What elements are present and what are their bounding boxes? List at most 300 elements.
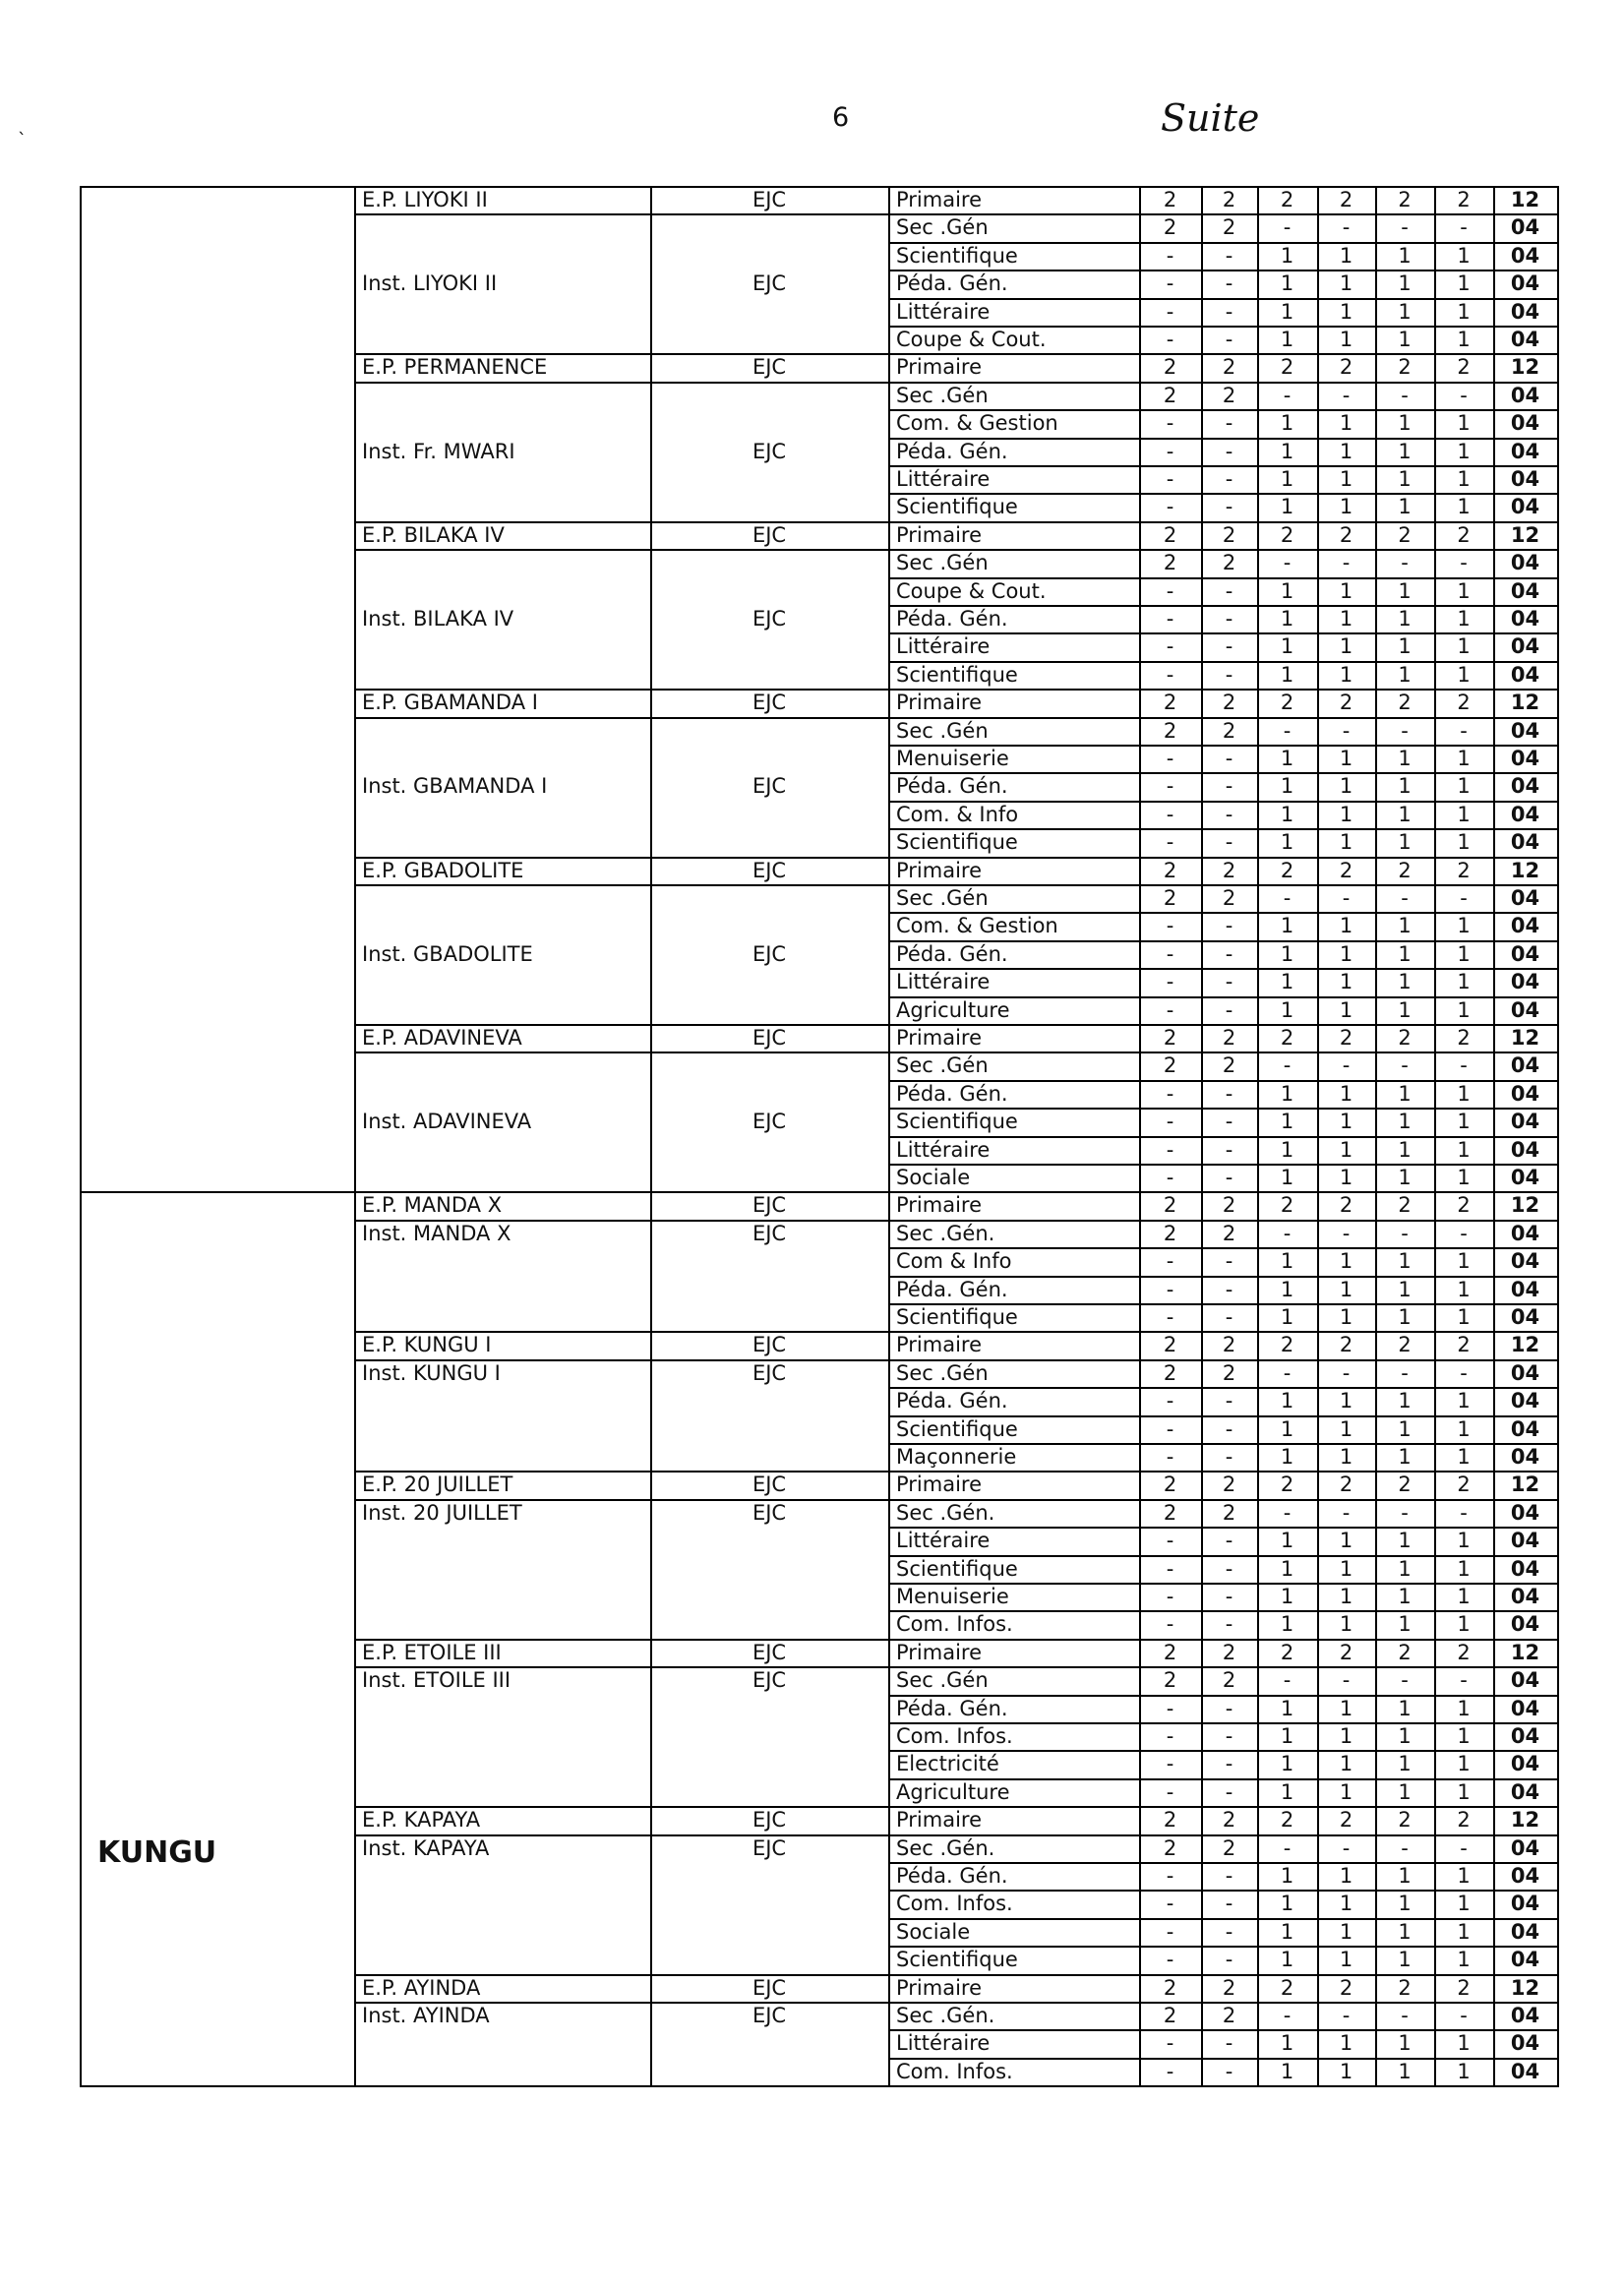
value-cell: 2	[1222, 1193, 1236, 1218]
value-cell: -	[1166, 243, 1174, 268]
value-cell: 1	[1398, 830, 1412, 855]
section-name: Primaire	[896, 858, 983, 882]
v-rule	[1317, 186, 1319, 2087]
section-name: Péda. Gén.	[896, 271, 1008, 296]
value-cell: 2	[1457, 1473, 1471, 1497]
value-cell: 1	[1280, 1752, 1294, 1776]
total-cell: 12	[1510, 522, 1540, 547]
value-cell: 2	[1222, 886, 1236, 910]
value-cell: -	[1166, 1752, 1174, 1776]
total-cell: 04	[1510, 997, 1540, 1022]
value-cell: 1	[1339, 1585, 1353, 1608]
value-cell: -	[1166, 1919, 1174, 1944]
total-cell: 04	[1510, 1696, 1540, 1720]
value-cell: 1	[1339, 914, 1353, 938]
section-name: Littéraire	[896, 1137, 991, 1162]
value-cell: -	[1166, 1696, 1174, 1720]
value-cell: 2	[1339, 188, 1353, 211]
value-cell: -	[1166, 914, 1174, 938]
total-cell: 04	[1510, 830, 1540, 855]
value-cell: 2	[1222, 718, 1236, 743]
value-cell: 2	[1339, 522, 1353, 547]
total-cell: 04	[1510, 271, 1540, 296]
value-cell: 2	[1280, 1808, 1294, 1833]
value-cell: -	[1460, 215, 1468, 240]
value-cell: 1	[1398, 747, 1412, 770]
value-cell: 2	[1398, 188, 1412, 211]
value-cell: 2	[1222, 1500, 1236, 1525]
total-cell: 12	[1510, 858, 1540, 882]
value-cell: -	[1225, 1249, 1233, 1274]
inst-regime: EJC	[752, 941, 787, 966]
value-cell: 1	[1339, 1696, 1353, 1720]
value-cell: 1	[1339, 467, 1353, 491]
value-cell: 2	[1398, 858, 1412, 882]
value-cell: 1	[1339, 747, 1353, 770]
value-cell: 2	[1339, 1026, 1353, 1050]
total-cell: 12	[1510, 1026, 1540, 1050]
v-rule	[80, 186, 82, 2087]
value-cell: 2	[1163, 1835, 1177, 1860]
ep-school-name: E.P. GBADOLITE	[362, 858, 524, 882]
value-cell: -	[1225, 941, 1233, 966]
value-cell: -	[1166, 299, 1174, 324]
section-name: Scientifique	[896, 243, 1018, 268]
value-cell: 1	[1280, 662, 1294, 687]
value-cell: 1	[1398, 1166, 1412, 1189]
value-cell: 2	[1222, 522, 1236, 547]
total-cell: 04	[1510, 551, 1540, 575]
value-cell: -	[1342, 718, 1351, 743]
value-cell: 1	[1339, 1892, 1353, 1916]
ep-school-name: E.P. ETOILE III	[362, 1640, 502, 1664]
value-cell: 1	[1457, 1277, 1471, 1301]
value-cell: -	[1225, 1724, 1233, 1748]
inst-regime: EJC	[752, 1110, 787, 1134]
section-name: Scientifique	[896, 1416, 1018, 1441]
value-cell: -	[1225, 467, 1233, 491]
total-cell: 04	[1510, 2031, 1540, 2056]
value-cell: -	[1225, 1137, 1233, 1162]
total-cell: 04	[1510, 578, 1540, 603]
value-cell: -	[1225, 1556, 1233, 1581]
value-cell: 1	[1457, 997, 1471, 1022]
value-cell: -	[1401, 551, 1409, 575]
total-cell: 04	[1510, 1948, 1540, 1972]
section-name: Littéraire	[896, 2031, 991, 2056]
value-cell: 1	[1398, 1081, 1412, 1106]
value-cell: 2	[1163, 383, 1177, 407]
value-cell: 1	[1457, 1305, 1471, 1329]
total-cell: 04	[1510, 1724, 1540, 1748]
value-cell: -	[1225, 299, 1233, 324]
total-cell: 04	[1510, 941, 1540, 966]
value-cell: 1	[1457, 914, 1471, 938]
value-cell: -	[1166, 2031, 1174, 2056]
value-cell: -	[1460, 1500, 1468, 1525]
value-cell: 2	[1163, 1500, 1177, 1525]
total-cell: 04	[1510, 1668, 1540, 1693]
value-cell: -	[1166, 467, 1174, 491]
total-cell: 04	[1510, 802, 1540, 826]
value-cell: 1	[1280, 1892, 1294, 1916]
value-cell: -	[1225, 802, 1233, 826]
section-name: Coupe & Cout.	[896, 328, 1047, 351]
inst-regime: EJC	[752, 1668, 787, 1693]
total-cell: 04	[1510, 1277, 1540, 1301]
total-cell: 12	[1510, 1975, 1540, 2000]
value-cell: 1	[1457, 1249, 1471, 1274]
value-cell: 2	[1398, 355, 1412, 380]
value-cell: 2	[1339, 1333, 1353, 1357]
total-cell: 12	[1510, 1640, 1540, 1664]
value-cell: 1	[1280, 1696, 1294, 1720]
value-cell: -	[1166, 997, 1174, 1022]
value-cell: -	[1283, 383, 1292, 407]
section-name: Primaire	[896, 1640, 983, 1664]
section-name: Com. Infos.	[896, 1892, 1013, 1916]
value-cell: 2	[1398, 1193, 1412, 1218]
value-cell: -	[1225, 1110, 1233, 1134]
inst-school-name: Inst. LIYOKI II	[362, 271, 498, 296]
section-name: Péda. Gén.	[896, 1081, 1008, 1106]
section-name: Scientifique	[896, 1110, 1018, 1134]
value-cell: 1	[1457, 1892, 1471, 1916]
v-rule	[1493, 186, 1495, 2087]
value-cell: -	[1166, 607, 1174, 631]
section-name: Agriculture	[896, 1779, 1010, 1804]
ep-regime: EJC	[752, 188, 787, 211]
value-cell: 2	[1280, 522, 1294, 547]
ep-regime: EJC	[752, 1975, 787, 2000]
value-cell: 1	[1339, 634, 1353, 659]
value-cell: 2	[1398, 1026, 1412, 1050]
value-cell: 2	[1222, 691, 1236, 715]
value-cell: -	[1283, 1835, 1292, 1860]
total-cell: 04	[1510, 1585, 1540, 1608]
value-cell: 1	[1457, 439, 1471, 463]
inst-school-name: Inst. BILAKA IV	[362, 607, 514, 631]
value-cell: 1	[1398, 1529, 1412, 1553]
value-cell: -	[1166, 1948, 1174, 1972]
value-cell: -	[1225, 578, 1233, 603]
total-cell: 04	[1510, 328, 1540, 351]
section-name: Com. & Info	[896, 802, 1019, 826]
value-cell: -	[1401, 718, 1409, 743]
value-cell: 1	[1457, 634, 1471, 659]
value-cell: -	[1225, 439, 1233, 463]
total-cell: 04	[1510, 718, 1540, 743]
value-cell: 1	[1339, 271, 1353, 296]
value-cell: 2	[1280, 1640, 1294, 1664]
value-cell: 1	[1398, 970, 1412, 994]
value-cell: -	[1166, 1529, 1174, 1553]
value-cell: -	[1225, 1277, 1233, 1301]
value-cell: 1	[1339, 662, 1353, 687]
value-cell: 2	[1163, 1640, 1177, 1664]
value-cell: 2	[1339, 858, 1353, 882]
value-cell: -	[1342, 2004, 1351, 2027]
value-cell: -	[1166, 1779, 1174, 1804]
section-name: Sociale	[896, 1919, 971, 1944]
section-name: Sec .Gén	[896, 1053, 989, 1078]
section-name: Littéraire	[896, 634, 991, 659]
value-cell: 1	[1398, 1779, 1412, 1804]
value-cell: 1	[1457, 411, 1471, 436]
inst-school-name: Inst. 20 JUILLET	[362, 1500, 522, 1525]
value-cell: 1	[1398, 299, 1412, 324]
value-cell: 2	[1222, 215, 1236, 240]
section-name: Péda. Gén.	[896, 941, 1008, 966]
total-cell: 12	[1510, 355, 1540, 380]
value-cell: -	[1460, 383, 1468, 407]
section-name: Com. Infos.	[896, 1724, 1013, 1748]
value-cell: 2	[1163, 355, 1177, 380]
ep-regime: EJC	[752, 858, 787, 882]
value-cell: 1	[1398, 1416, 1412, 1441]
value-cell: 1	[1457, 1137, 1471, 1162]
value-cell: 1	[1280, 747, 1294, 770]
value-cell: -	[1166, 1249, 1174, 1274]
value-cell: 1	[1398, 1389, 1412, 1413]
value-cell: 1	[1457, 328, 1471, 351]
value-cell: 1	[1457, 607, 1471, 631]
value-cell: 1	[1280, 941, 1294, 966]
value-cell: -	[1283, 886, 1292, 910]
value-cell: 1	[1457, 1110, 1471, 1134]
v-rule	[1557, 186, 1559, 2087]
value-cell: -	[1225, 747, 1233, 770]
value-cell: 2	[1163, 1193, 1177, 1218]
h-rule	[80, 1191, 354, 1193]
value-cell: 1	[1339, 1779, 1353, 1804]
value-cell: 1	[1339, 2059, 1353, 2083]
value-cell: 1	[1339, 1137, 1353, 1162]
value-cell: 1	[1457, 941, 1471, 966]
value-cell: 1	[1280, 1585, 1294, 1608]
value-cell: 1	[1457, 1529, 1471, 1553]
value-cell: 1	[1398, 1556, 1412, 1581]
value-cell: -	[1166, 2059, 1174, 2083]
value-cell: 2	[1457, 1640, 1471, 1664]
value-cell: 1	[1339, 607, 1353, 631]
value-cell: 2	[1163, 718, 1177, 743]
value-cell: -	[1166, 830, 1174, 855]
total-cell: 04	[1510, 1416, 1540, 1441]
section-name: Menuiserie	[896, 1585, 1009, 1608]
v-rule	[1375, 186, 1377, 2087]
value-cell: -	[1401, 1360, 1409, 1385]
value-cell: 1	[1339, 1529, 1353, 1553]
value-cell: -	[1166, 1724, 1174, 1748]
section-name: Com. & Gestion	[896, 914, 1058, 938]
value-cell: 1	[1398, 1948, 1412, 1972]
value-cell: -	[1225, 774, 1233, 799]
value-cell: 2	[1163, 1053, 1177, 1078]
section-name: Primaire	[896, 691, 983, 715]
total-cell: 04	[1510, 243, 1540, 268]
total-cell: 04	[1510, 2004, 1540, 2027]
section-name: Sec .Gén	[896, 551, 989, 575]
continuation-label: Suite	[1161, 96, 1260, 140]
value-cell: 1	[1457, 1696, 1471, 1720]
value-cell: -	[1225, 1864, 1233, 1888]
value-cell: 1	[1457, 830, 1471, 855]
inst-school-name: Inst. ETOILE III	[362, 1668, 511, 1693]
value-cell: 1	[1457, 970, 1471, 994]
ep-regime: EJC	[752, 691, 787, 715]
value-cell: -	[1225, 1305, 1233, 1329]
value-cell: 2	[1163, 1473, 1177, 1497]
value-cell: -	[1401, 1835, 1409, 1860]
value-cell: -	[1166, 1416, 1174, 1441]
value-cell: 2	[1163, 858, 1177, 882]
value-cell: -	[1225, 2031, 1233, 2056]
value-cell: -	[1283, 1053, 1292, 1078]
section-name: Scientifique	[896, 495, 1018, 519]
value-cell: 2	[1163, 215, 1177, 240]
total-cell: 04	[1510, 1305, 1540, 1329]
section-name: Primaire	[896, 1026, 983, 1050]
value-cell: 2	[1280, 188, 1294, 211]
value-cell: 2	[1222, 1053, 1236, 1078]
section-name: Scientifique	[896, 1948, 1018, 1972]
section-name: Péda. Gén.	[896, 439, 1008, 463]
value-cell: 2	[1457, 355, 1471, 380]
total-cell: 04	[1510, 1892, 1540, 1916]
value-cell: -	[1166, 1612, 1174, 1637]
value-cell: 1	[1398, 495, 1412, 519]
value-cell: -	[1166, 1081, 1174, 1106]
value-cell: 2	[1398, 1975, 1412, 2000]
value-cell: 1	[1398, 774, 1412, 799]
value-cell: 2	[1222, 1333, 1236, 1357]
value-cell: -	[1283, 2004, 1292, 2027]
value-cell: 2	[1222, 188, 1236, 211]
value-cell: 2	[1457, 691, 1471, 715]
value-cell: -	[1225, 328, 1233, 351]
ep-school-name: E.P. KUNGU I	[362, 1333, 492, 1357]
value-cell: 2	[1163, 188, 1177, 211]
ep-regime: EJC	[752, 522, 787, 547]
value-cell: 1	[1339, 1277, 1353, 1301]
ep-school-name: E.P. 20 JUILLET	[362, 1473, 513, 1497]
value-cell: -	[1166, 1277, 1174, 1301]
value-cell: 2	[1222, 355, 1236, 380]
value-cell: 1	[1398, 941, 1412, 966]
total-cell: 04	[1510, 662, 1540, 687]
section-name: Sec .Gén.	[896, 1221, 995, 1245]
section-name: Péda. Gén.	[896, 1277, 1008, 1301]
value-cell: 2	[1457, 1975, 1471, 2000]
value-cell: 1	[1398, 662, 1412, 687]
value-cell: 1	[1398, 243, 1412, 268]
value-cell: 1	[1398, 802, 1412, 826]
total-cell: 12	[1510, 1808, 1540, 1833]
section-name: Maçonnerie	[896, 1445, 1017, 1469]
value-cell: -	[1460, 1668, 1468, 1693]
value-cell: 2	[1457, 1193, 1471, 1218]
value-cell: 2	[1339, 1193, 1353, 1218]
value-cell: 2	[1280, 1333, 1294, 1357]
value-cell: 1	[1339, 1249, 1353, 1274]
value-cell: -	[1166, 1892, 1174, 1916]
value-cell: 1	[1280, 1110, 1294, 1134]
value-cell: -	[1225, 634, 1233, 659]
value-cell: 1	[1280, 774, 1294, 799]
inst-school-name: Inst. GBAMANDA I	[362, 774, 548, 799]
value-cell: -	[1225, 914, 1233, 938]
value-cell: 1	[1280, 1779, 1294, 1804]
value-cell: 2	[1398, 1473, 1412, 1497]
value-cell: -	[1342, 1053, 1351, 1078]
value-cell: 1	[1398, 467, 1412, 491]
value-cell: 2	[1457, 522, 1471, 547]
value-cell: -	[1166, 747, 1174, 770]
inst-school-name: Inst. ADAVINEVA	[362, 1110, 532, 1134]
inst-regime: EJC	[752, 439, 787, 463]
section-name: Com. & Gestion	[896, 411, 1058, 436]
total-cell: 04	[1510, 774, 1540, 799]
value-cell: 1	[1339, 299, 1353, 324]
ep-school-name: E.P. AYINDA	[362, 1975, 481, 2000]
value-cell: -	[1225, 1529, 1233, 1553]
value-cell: 1	[1398, 1445, 1412, 1469]
value-cell: 1	[1398, 607, 1412, 631]
total-cell: 12	[1510, 188, 1540, 211]
value-cell: 1	[1280, 997, 1294, 1022]
value-cell: 1	[1339, 1081, 1353, 1106]
value-cell: -	[1342, 1500, 1351, 1525]
value-cell: 2	[1222, 383, 1236, 407]
value-cell: 1	[1339, 1416, 1353, 1441]
value-cell: 1	[1280, 1948, 1294, 1972]
value-cell: 2	[1398, 1333, 1412, 1357]
value-cell: 1	[1457, 495, 1471, 519]
value-cell: 2	[1457, 1808, 1471, 1833]
total-cell: 04	[1510, 747, 1540, 770]
total-cell: 04	[1510, 1835, 1540, 1860]
total-cell: 04	[1510, 1221, 1540, 1245]
ep-school-name: E.P. BILAKA IV	[362, 522, 505, 547]
section-name: Coupe & Cout.	[896, 578, 1047, 603]
section-name: Sec .Gén	[896, 1360, 989, 1385]
value-cell: -	[1342, 215, 1351, 240]
total-cell: 04	[1510, 1752, 1540, 1776]
value-cell: 1	[1457, 2031, 1471, 2056]
value-cell: 2	[1163, 1808, 1177, 1833]
section-name: Péda. Gén.	[896, 1864, 1008, 1888]
value-cell: 1	[1280, 411, 1294, 436]
value-cell: 2	[1163, 2004, 1177, 2027]
inst-regime: EJC	[752, 1500, 787, 1525]
section-name: Primaire	[896, 188, 983, 211]
value-cell: 1	[1457, 1612, 1471, 1637]
value-cell: -	[1166, 328, 1174, 351]
value-cell: -	[1166, 634, 1174, 659]
ep-regime: EJC	[752, 1193, 787, 1218]
value-cell: 2	[1339, 1640, 1353, 1664]
total-cell: 04	[1510, 411, 1540, 436]
inst-school-name: Inst. AYINDA	[362, 2004, 490, 2027]
value-cell: 1	[1339, 1724, 1353, 1748]
value-cell: 1	[1280, 1389, 1294, 1413]
value-cell: 1	[1339, 495, 1353, 519]
total-cell: 04	[1510, 970, 1540, 994]
total-cell: 04	[1510, 1529, 1540, 1553]
value-cell: 1	[1280, 1864, 1294, 1888]
value-cell: 1	[1457, 1081, 1471, 1106]
